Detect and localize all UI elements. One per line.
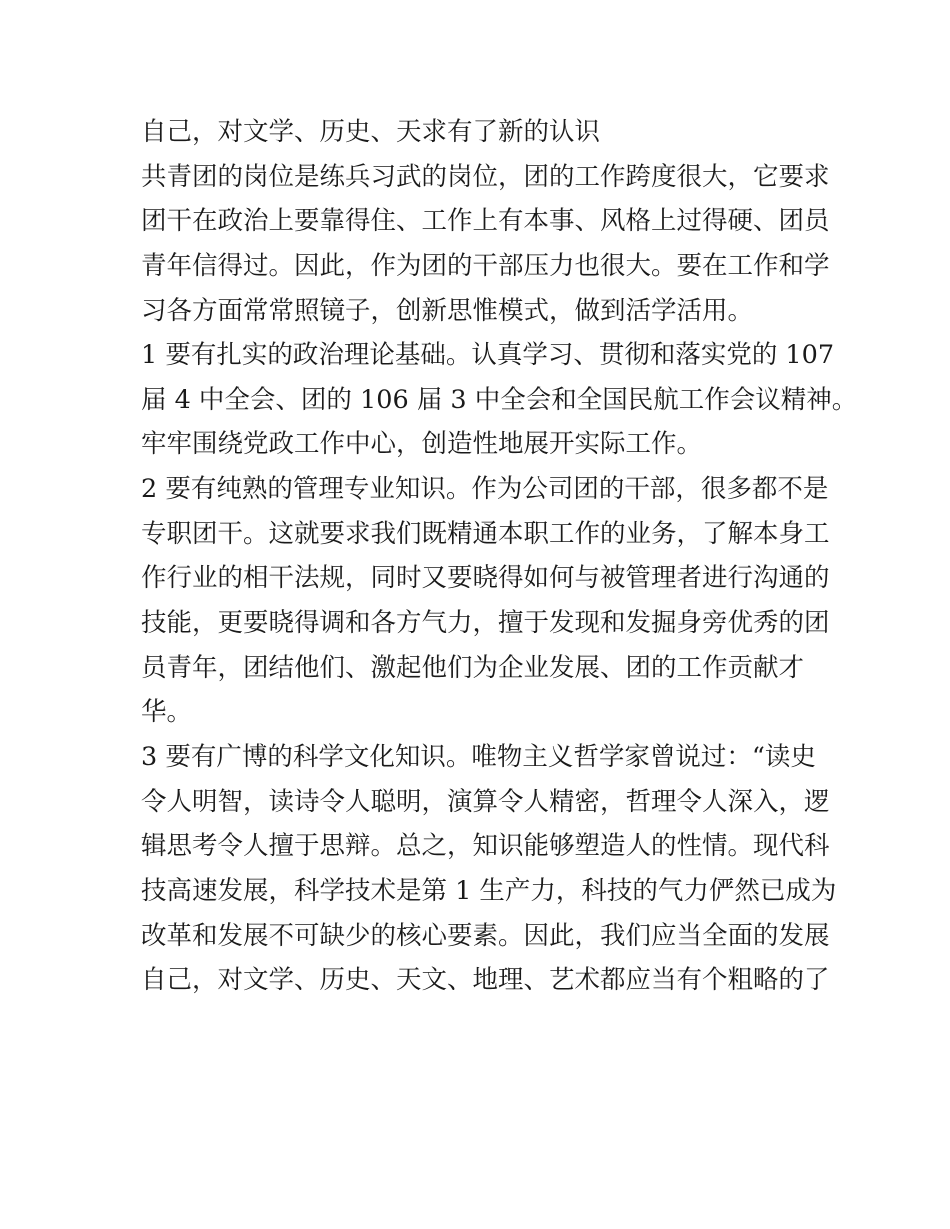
text-line-3: 团干在政治上要靠得住、工作上有本事、风格上过得硬、团员 (141, 206, 830, 237)
text-line-5: 习各方面常常照镜子，创新思惟模式，做到活学活用。 (141, 295, 754, 326)
text-line-17: 辑思考令人擅于思辩。总之，知识能够塑造人的性情。现代科 (141, 831, 830, 862)
text-line-1: 自己，对文学、历史、天求有了新的认识 (141, 117, 601, 147)
text-line-16: 令人明智，读诗令人聪明，演算令人精密，哲理令人深入，逻 (141, 786, 830, 817)
text-line-7: 届 4 中全会、团的 106 届 3 中全会和全国民航工作会议精神。 (141, 384, 858, 415)
text-line-6: 1 要有扎实的政治理论基础。认真学习、贯彻和落实党的 107 (141, 340, 835, 371)
text-line-18: 技高速发展，科学技术是第 1 生产力，科技的气力俨然已成为 (141, 875, 837, 906)
text-line-11: 作行业的相干法规，同时又要晓得如何与被管理者进行沟通的 (141, 563, 830, 594)
text-line-12: 技能，更要晓得调和各方气力，擅于发现和发掘身旁优秀的团 (141, 608, 830, 639)
text-line-20: 自己，对文学、历史、天文、地理、艺术都应当有个粗略的了 (141, 965, 830, 996)
text-line-8: 牢牢围绕党政工作中心，创造性地展开实际工作。 (141, 429, 703, 460)
text-line-4: 青年信得过。因此，作为团的干部压力也很大。要在工作和学 (141, 250, 830, 281)
text-line-15: 3 要有广博的科学文化知识。唯物主义哲学家曾说过：“读史 (141, 741, 816, 772)
text-line-9: 2 要有纯熟的管理专业知识。作为公司团的干部，很多都不是 (141, 474, 829, 505)
text-line-19: 改革和发展不可缺少的核心要素。因此，我们应当全面的发展 (141, 920, 830, 951)
body-text (141, 112, 858, 1005)
text-line-10: 专职团干。这就要求我们既精通本职工作的业务，了解本身工 (141, 518, 830, 549)
text-line-13: 员青年，团结他们、激起他们为企业发展、团的工作贡献才 (141, 652, 805, 683)
text-line-2: 共青团的岗位是练兵习武的岗位，团的工作跨度很大，它要求 (141, 161, 830, 192)
text-line-14: 华。 (141, 697, 193, 728)
